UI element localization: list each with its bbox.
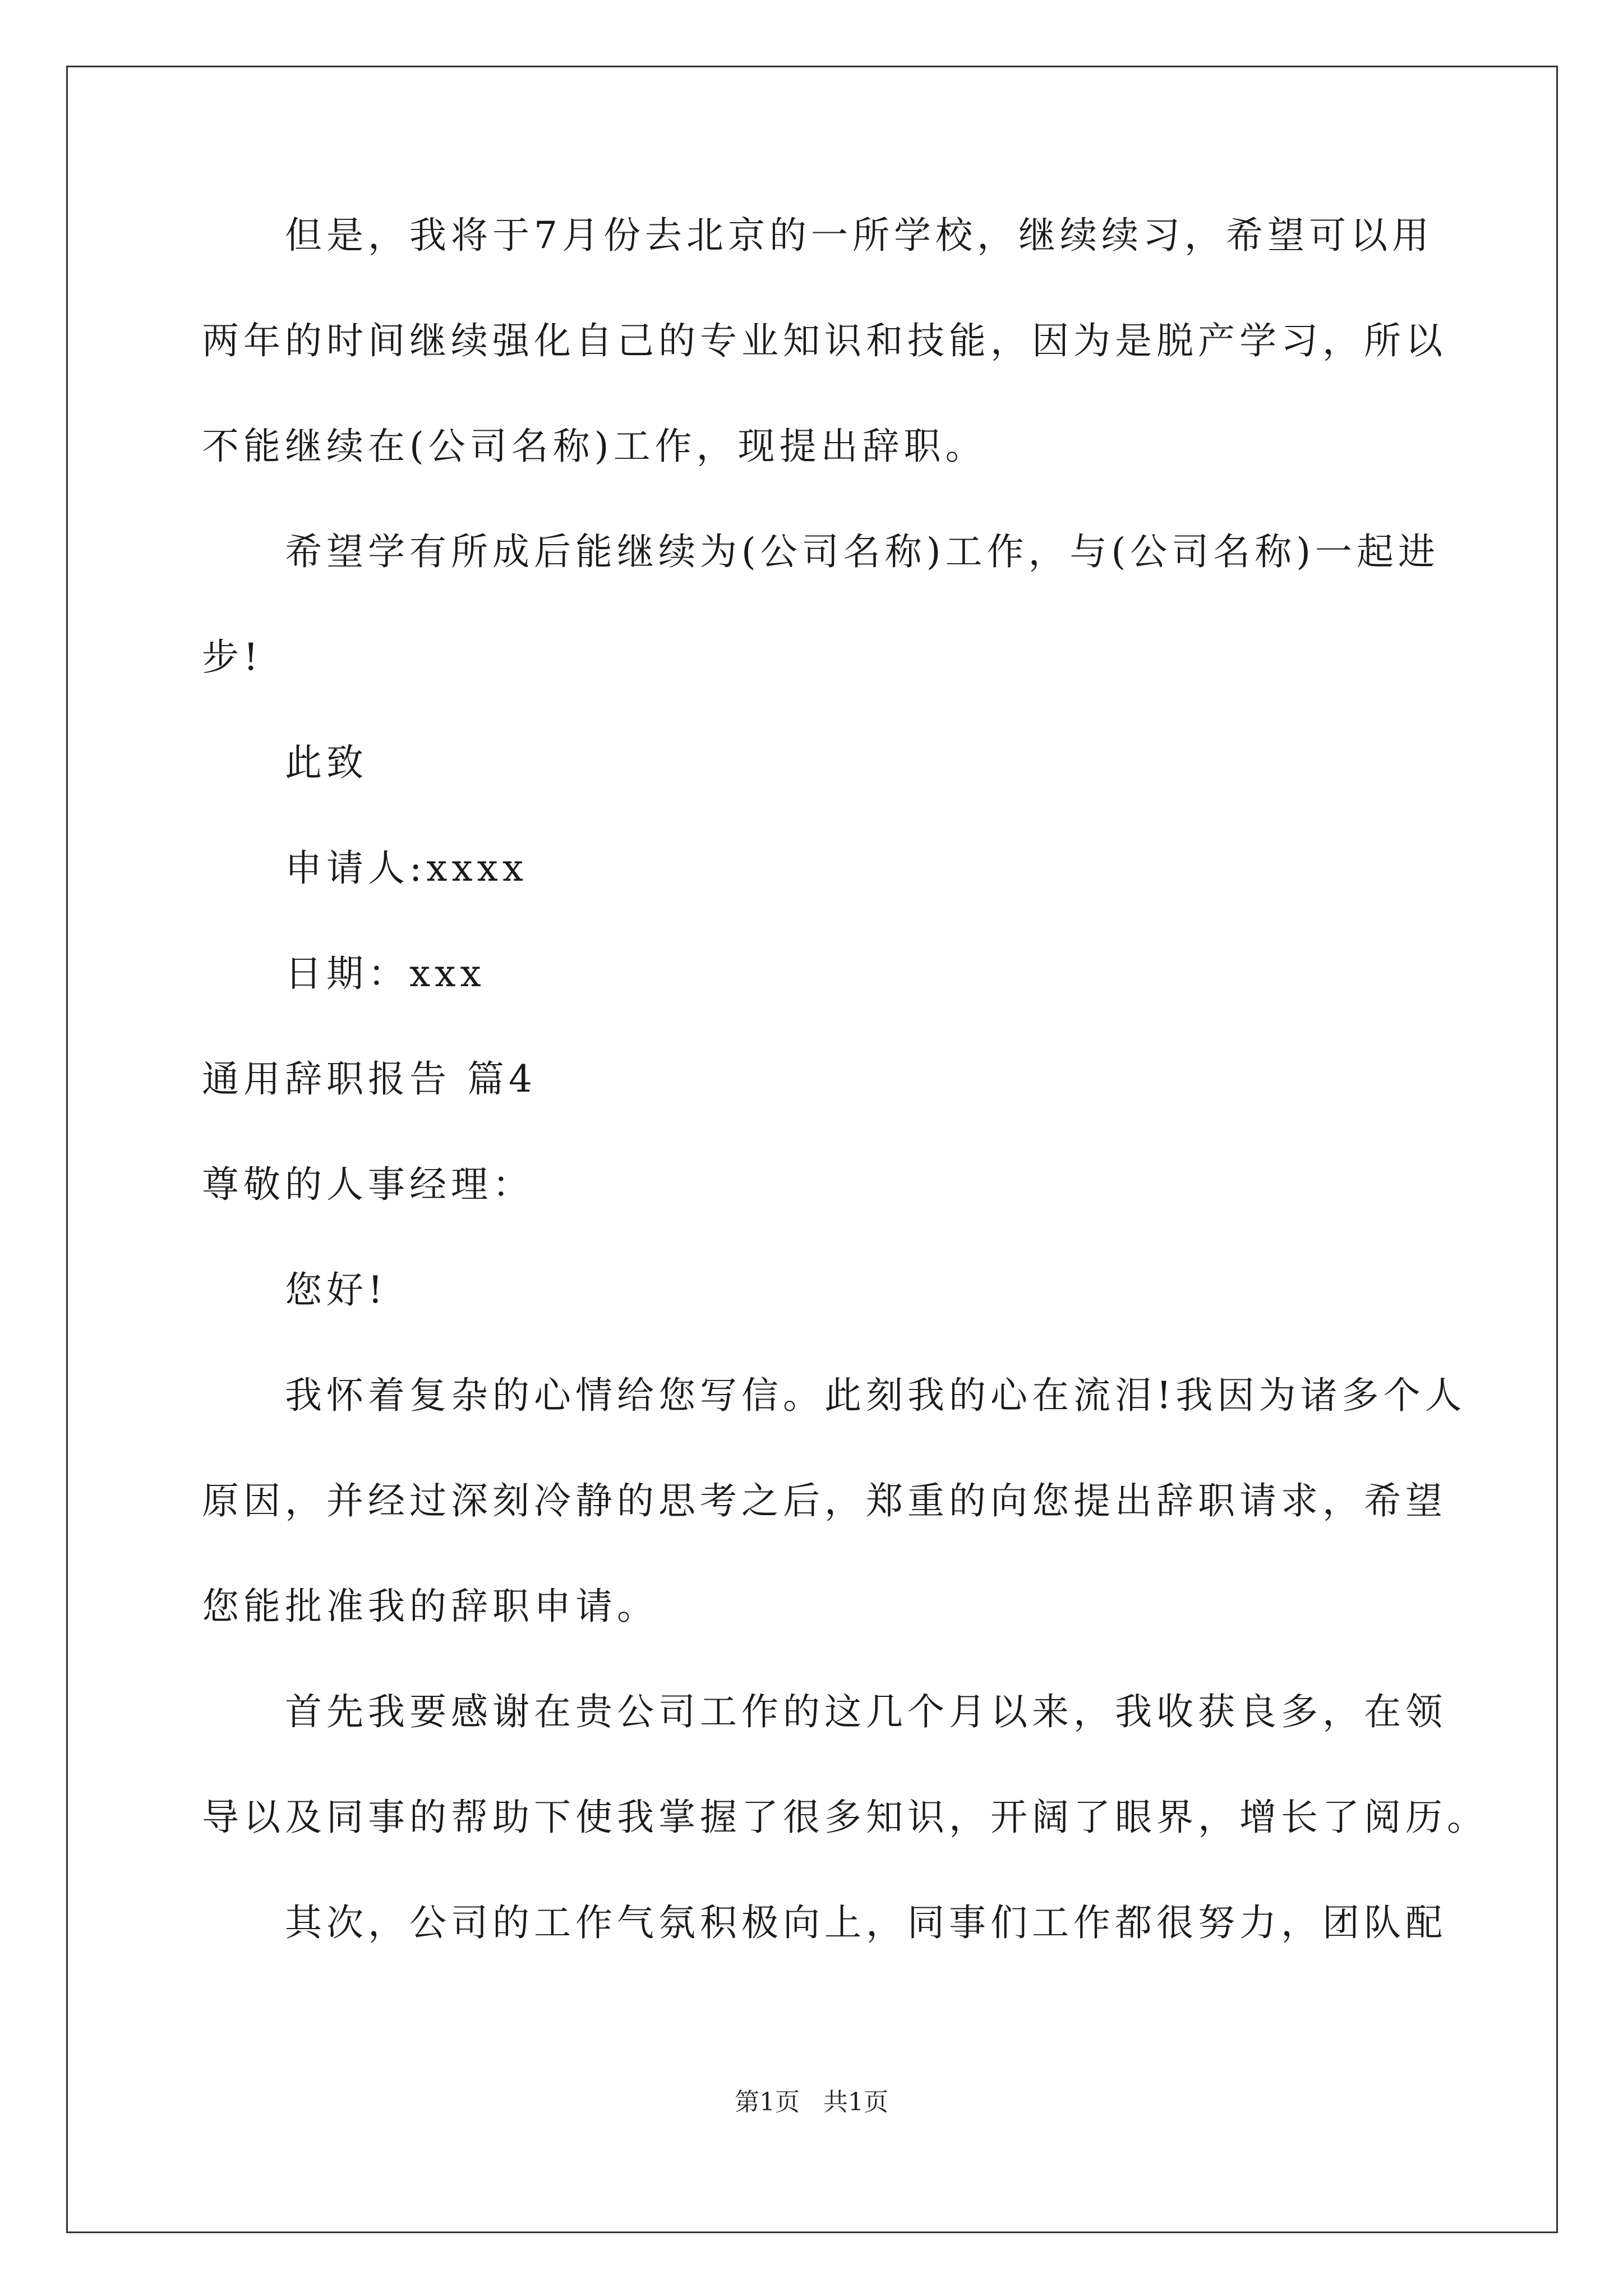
paragraph-line: 原因，并经过深刻冷静的思考之后，郑重的向您提出辞职请求，希望 (202, 1479, 1447, 1522)
paragraph-line: 步! (202, 636, 263, 679)
greeting-line: 您好! (285, 1268, 388, 1312)
date-line: 日期：xxx (285, 952, 486, 995)
paragraph-line: 两年的时间继续强化自己的专业知识和技能，因为是脱产学习，所以 (202, 319, 1447, 362)
paragraph-line: 其次，公司的工作气氛积极向上，同事们工作都很努力，团队配 (285, 1901, 1447, 1944)
page-total: 共1页 (823, 2088, 888, 2116)
paragraph-line: 首先我要感谢在贵公司工作的这几个月以来，我收获良多，在领 (285, 1690, 1447, 1733)
paragraph-line: 您能批准我的辞职申请。 (202, 1585, 658, 1628)
paragraph-line: 导以及同事的帮助下使我掌握了很多知识，开阔了眼界，增长了阅历。 (202, 1796, 1488, 1839)
section-heading: 通用辞职报告 篇4 (202, 1057, 537, 1101)
page-footer (0, 2086, 1623, 2119)
applicant-line: 申请人:xxxx (285, 846, 528, 890)
paragraph-line: 不能继续在(公司名称)工作，现提出辞职。 (202, 425, 987, 468)
closing-salutation: 此致 (285, 741, 368, 784)
paragraph-line: 我怀着复杂的心情给您写信。此刻我的心在流泪!我因为诸多个人 (285, 1374, 1467, 1417)
paragraph-line: 但是，我将于7月份去北京的一所学校，继续续习，希望可以用 (285, 214, 1433, 257)
paragraph-line: 希望学有所成后能继续为(公司名称)工作，与(公司名称)一起进 (285, 530, 1440, 573)
greeting-line: 尊敬的人事经理： (202, 1163, 534, 1206)
page-number: 第1页 (735, 2088, 800, 2116)
